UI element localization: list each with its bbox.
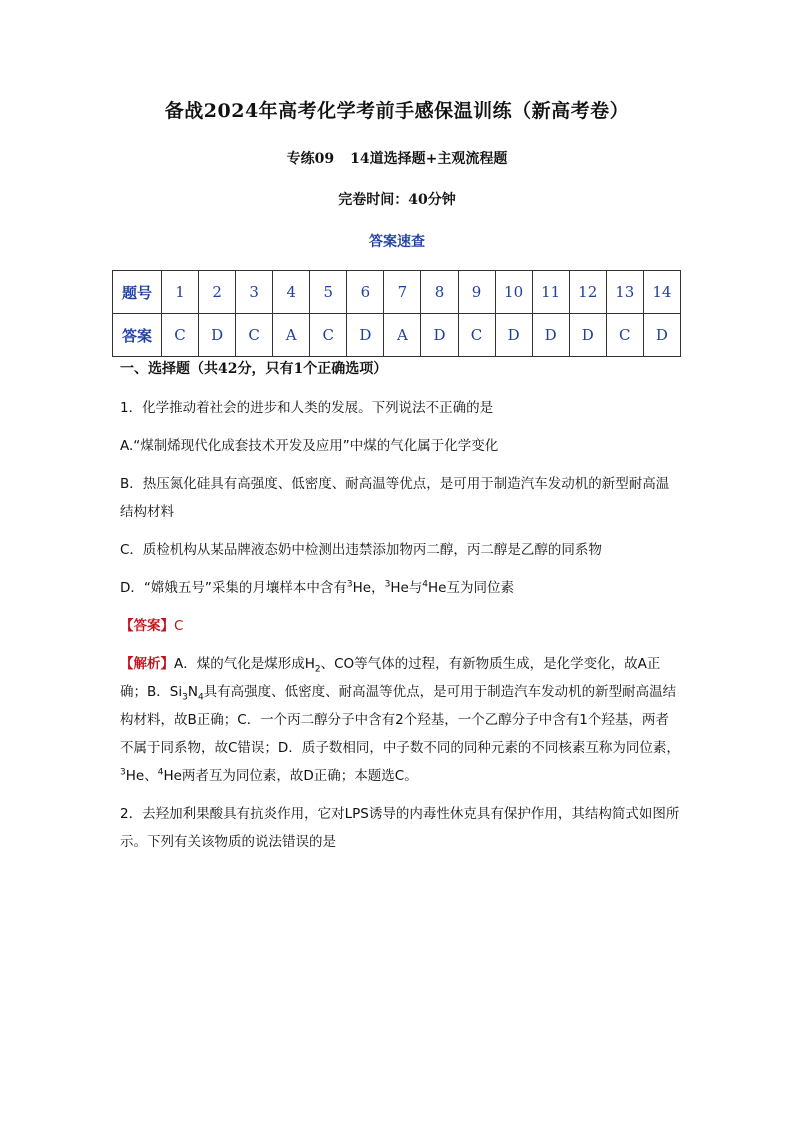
element-he: He [125,768,145,784]
q1-option-c: C．质检机构从某品牌液态奶中检测出违禁添加物丙二醇，丙二醇是乙醇的同系物 [120,542,602,558]
isotope-mass-4: 4 [157,767,164,778]
table-cell: D [199,314,236,357]
q1-option-a: A.“煤制烯现代化成套技术开发及应用”中煤的气化属于化学变化 [120,438,499,454]
table-cell: 6 [347,271,384,314]
q1-option-d-end: 互为同位素 [446,580,514,596]
analysis-text: A．煤的气化是煤形成H [174,656,315,672]
table-cell: C [162,314,199,357]
table-cell: 2 [199,271,236,314]
element-he: He [352,580,372,596]
table-cell: C [606,314,643,357]
page-subtitle [0,148,794,168]
answer-label: 【答案】 [120,618,174,634]
subtitle-desc: 14道选择题+主观流程题 [350,151,508,167]
q1-option-b: B．热压氮化硅具有高强度、低密度、耐高温等优点，是可用于制造汽车发动机的新型耐高温结构材料 [120,476,670,520]
answer-table [112,270,681,357]
q1-stem: 1．化学推动着社会的进步和人类的发展。下列说法不正确的是 [120,400,494,416]
page-title: 备战2024年高考化学考前手感保温训练（新高考卷） [164,100,630,122]
q1-analysis [120,650,680,790]
table-cell: 5 [310,271,347,314]
table-cell: D [421,314,458,357]
analysis-text: 、CO等气体的过程，有新物质生成，是化学变化，故A正确；B．Si [120,656,661,700]
subscript: 3 [182,692,188,703]
analysis-label: 【解析】 [120,656,174,672]
section-heading: 一、选择题（共42分，只有1个正确选项） [120,361,388,377]
subscript: 4 [197,692,204,703]
table-cell: 14 [643,271,680,314]
analysis-text: 、 [144,768,158,784]
isotope-mass-3: 3 [346,579,353,590]
table-cell: 7 [384,271,421,314]
table-cell: C [310,314,347,357]
answer-table-answer-row [113,314,681,357]
element-he: He [428,580,447,596]
analysis-text: 具有高强度、低密度、耐高温等优点，是可用于制造汽车发动机的新型耐高温结构材料，故B正确；C．一个丙二醇分子中含有2个羟基，一个乙醇分子中含有1个羟基，两者不属于同系物，故C错误；D．质子数相同，中子数不同的同种元素的不同核素互称为同位素， [120,684,680,756]
subscript: 2 [314,664,321,675]
isotope-mass-4: 4 [422,579,429,590]
q1-option-d-text: D．“嫦娥五号”采集的月壤样本中含有 [120,580,347,596]
table-cell: 1 [162,271,199,314]
element-he: He [390,580,409,596]
table-cell: C [458,314,495,357]
table-cell: 9 [458,271,495,314]
table-cell: 4 [273,271,310,314]
word-and: 与 [408,580,423,596]
element-he: He [163,768,182,784]
q2-stem: 2．去羟加利果酸具有抗炎作用，它对LPS诱导的内毒性休克具有保护作用，其结构简式如图所示。下列有关该物质的说法错误的是 [120,806,680,850]
punct: ， [371,580,385,596]
isotope-mass-3: 3 [384,579,391,590]
subtitle-code: 专练09 [286,151,335,167]
table-cell: 11 [532,271,569,314]
table-cell: D [347,314,384,357]
isotope-mass-3: 3 [120,767,126,778]
analysis-text: 两者互为同位素，故D正确；本题选C。 [181,768,418,784]
table-cell: 12 [569,271,606,314]
exam-time: 完卷时间：40分钟 [338,192,456,208]
table-header-answer: 答案 [113,314,162,357]
table-cell: A [384,314,421,357]
table-header-number: 题号 [113,271,162,314]
table-cell: D [643,314,680,357]
analysis-text: N [187,684,198,700]
table-cell: 8 [421,271,458,314]
table-cell: D [532,314,569,357]
table-cell: C [236,314,273,357]
table-cell: 10 [495,271,532,314]
answer-quick-check-heading: 答案速查 [369,234,425,250]
table-cell: D [569,314,606,357]
table-cell: 3 [236,271,273,314]
q1-option-d [120,574,680,602]
answer-table-number-row [113,271,681,314]
q1-answer [120,612,680,640]
table-cell: A [273,314,310,357]
answer-value: C [174,618,184,634]
table-cell: D [495,314,532,357]
table-cell: 13 [606,271,643,314]
